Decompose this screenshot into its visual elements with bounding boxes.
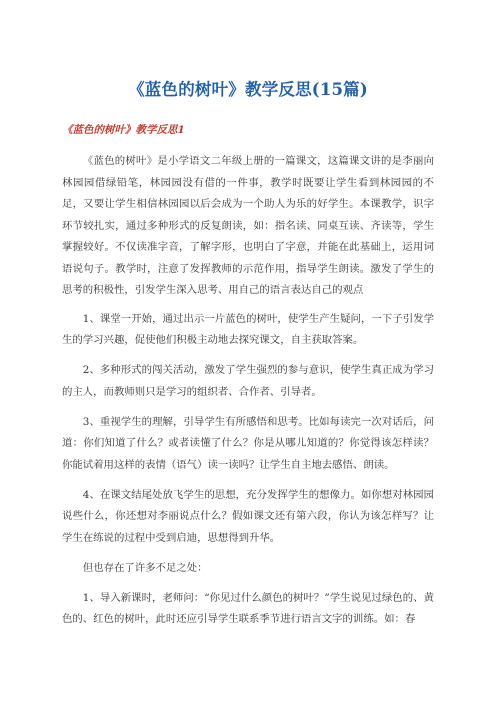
paragraph-point-1: 1、课堂一开始，通过出示一片蓝色的树叶，使学生产生疑问，一下子引发学生的学习兴趣，促使他们积极主动地去探究课文，自主获取答案。 [62, 312, 434, 346]
document-body [62, 151, 434, 639]
section-heading: 《蓝色的树叶》教学反思1 [62, 124, 185, 136]
paragraph-shortcoming-1: 1、导入新课时，老师问：“你见过什么颜色的树叶？”学生说见过绿色的、黄色的、红色的树叶，此时还应引导学生联系季节进行语言文字的训练。如：春 [62, 591, 434, 625]
paragraph-intro: 《蓝色的树叶》是小学语文二年级上册的一篇课文，这篇课文讲的是李丽向林园园借绿铅笔，林园园没有借的一件事，教学时既要让学生看到林园园的不足，又要让学生相信林园园以后会成为一个助人为乐的好学生。本课教学，识字环节较扎实，通过多种形式的反复朗读，如：指名读、同桌互读、齐读等，学生掌握较好。不仅读准字音，了解字形，也明白了字意，并能在此基础上，运用词语说句子。教学时，注意了发挥教师的示范作用，指导学生朗读。激发了学生的思考的积极性，引发学生深入思考、用自己的语言表达自己的观点 [62, 155, 434, 296]
paragraph-point-2: 2、多种形式的闯关活动，激发了学生强烈的参与意识，使学生真正成为学习的主人，而教师则只是学习的组织者、合作者、引导者。 [62, 364, 434, 398]
paragraph-point-4: 4、在课文结尾处放飞学生的思想，充分发挥学生的想像力。如你想对林园园说些什么，你还想对李丽说点什么？假如课文还有第六段，你认为该怎样写？让学生在练说的过程中受到启迪，思想得到升华。 [62, 488, 434, 544]
paragraph-shortcomings-intro: 但也存在了许多不足之处： [82, 561, 208, 574]
document-title: 《蓝色的树叶》教学反思(15篇) [128, 80, 368, 99]
paragraph-point-3: 3、重视学生的理解，引导学生有所感悟和思考。比如每读完一次对话后，问道：你们知道了什么？或者读懂了什么？你是从哪儿知道的？你觉得该怎样读？你能试着用这样的表情（语气）读一读吗？让学生自主地去感悟、朗读。 [62, 415, 434, 471]
